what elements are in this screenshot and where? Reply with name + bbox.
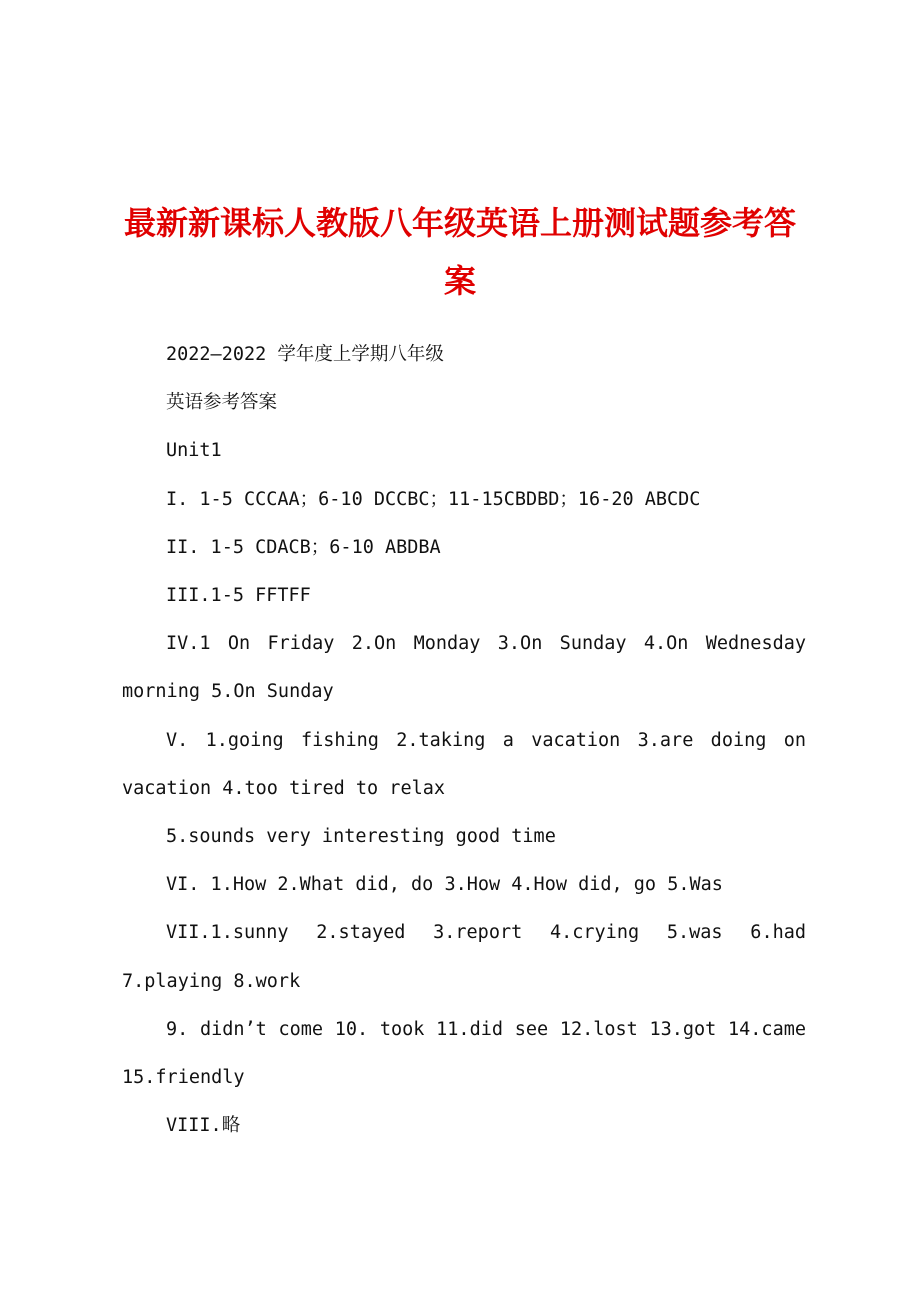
section-viii-answers: VIII.略 [166, 1115, 241, 1137]
section-iv-answers: IV.1 On Friday 2.On Monday 3.On Sunday 4.On Wednesday morning 5.On Sunday [122, 633, 806, 703]
document-title: 最新新课标人教版八年级英语上册测试题参考答案 [123, 204, 796, 300]
school-year-line: 2022—2022 学年度上学期八年级 [166, 344, 444, 365]
section-vii-answers: VII.1.sunny 2.stayed 3.report 4.crying 5.was 6.had 7.playing 8.work [122, 922, 806, 992]
section-ii-answers: II. 1-5 CDACB；6-10 ABDBA [166, 536, 441, 558]
section-vii-answers-continued: 9. didn’t come 10. took 11.did see 12.lost 13.got 14.came 15.friendly [122, 1018, 806, 1089]
answer-content [122, 331, 806, 1150]
section-i-answers: I. 1-5 CCCAA；6-10 DCCBC；11-15CBDBD；16-20 ABCDC [166, 488, 701, 510]
section-vi-answers: VI. 1.How 2.What did, do 3.How 4.How did, go 5.Was [166, 874, 723, 896]
section-iii-answers: III.1-5 FFTFF [166, 585, 311, 607]
section-v-answers-continued: 5.sounds very interesting good time [166, 826, 556, 848]
subtitle-line: 英语参考答案 [166, 392, 278, 414]
unit-heading: Unit1 [166, 440, 222, 462]
section-v-answers: V. 1.going fishing 2.taking a vacation 3.are doing on vacation 4.too tired to relax [122, 729, 806, 799]
